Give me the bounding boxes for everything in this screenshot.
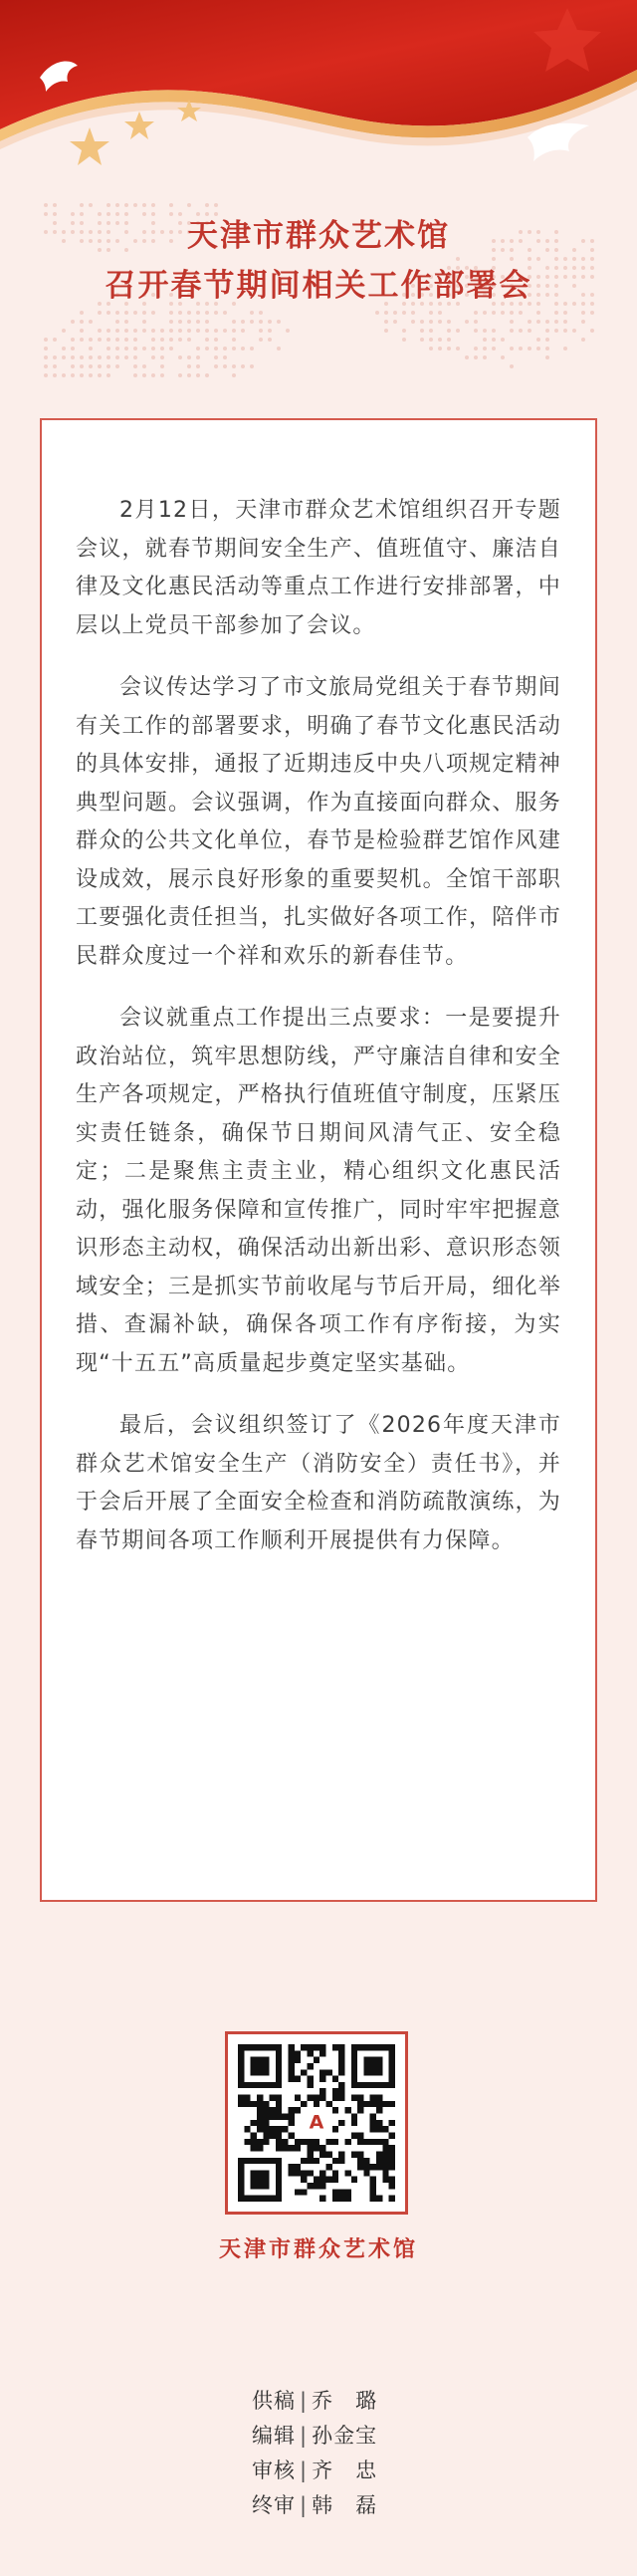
qr-code-frame[interactable]	[225, 2031, 408, 2215]
credit-name: 齐 忠	[312, 2459, 378, 2482]
credit-separator: |	[300, 2389, 309, 2413]
credit-role: 终审	[252, 2493, 296, 2517]
credit-separator: |	[300, 2424, 309, 2448]
page-title	[0, 211, 637, 311]
article-paragraph: 最后，会议组织签订了《2026年度天津市群众艺术馆安全生产（消防安全）责任书》，并于会后开展了全面安全检查和消防疏散演练，为春节期间各项工作顺利开展提供有力保障。	[76, 1413, 561, 1553]
credit-role: 审核	[252, 2459, 296, 2482]
header-banner	[0, 0, 637, 209]
article-paragraph: 会议就重点工作提出三点要求：一是要提升政治站位，筑牢思想防线，严守廉洁自律和安全生产各项规定，严格执行值班值守制度，压紧压实责任链条，确保节日期间风清气正、安全稳定；二是聚焦主责主业，精心组织文化惠民活动，强化服务保障和宣传推广，同时牢牢把握意识形态主动权，确保活动出新出彩、意识形态领域安全；三是抓实节前收尾与节后开局，细化举措、查漏补缺，确保各项工作有序衔接，为实现“十五五”高质量起步奠定坚实基础。	[76, 1006, 561, 1376]
qr-caption: 天津市群众艺术馆	[218, 2237, 418, 2262]
credits	[252, 2384, 451, 2523]
credit-name: 孙金宝	[312, 2424, 378, 2448]
credit-row	[252, 2384, 451, 2419]
credit-name: 乔 璐	[312, 2389, 378, 2413]
credit-separator: |	[300, 2459, 309, 2482]
credit-row	[252, 2419, 451, 2454]
credit-role: 供稿	[252, 2389, 296, 2413]
credit-separator: |	[300, 2493, 309, 2517]
credit-name: 韩 磊	[312, 2493, 378, 2517]
banner-art	[0, 0, 637, 209]
article-paragraph: 2月12日，天津市群众艺术馆组织召开专题会议，就春节期间安全生产、值班值守、廉洁自律及文化惠民活动等重点工作进行安排部署，中层以上党员干部参加了会议。	[76, 498, 561, 638]
title-line-1: 天津市群众艺术馆	[187, 218, 450, 254]
qr-code-icon	[238, 2044, 395, 2202]
credit-row	[252, 2488, 451, 2523]
title-line-2: 召开春节期间相关工作部署会	[105, 268, 532, 304]
svg-text:A: A	[309, 2111, 324, 2134]
article-paragraph: 会议传达学习了市文旅局党组关于春节期间有关工作的部署要求，明确了春节文化惠民活动的具体安排，通报了近期违反中央八项规定精神典型问题。会议强调，作为直接面向群众、服务群众的公共文化单位，春节是检验群艺馆作风建设成效，展示良好形象的重要契机。全馆干部职工要强化责任担当，扎实做好各项工作，陪伴市民群众度过一个祥和欢乐的新春佳节。	[76, 675, 561, 969]
credit-row	[252, 2454, 451, 2488]
article-box	[40, 418, 597, 1902]
credit-role: 编辑	[252, 2424, 296, 2448]
